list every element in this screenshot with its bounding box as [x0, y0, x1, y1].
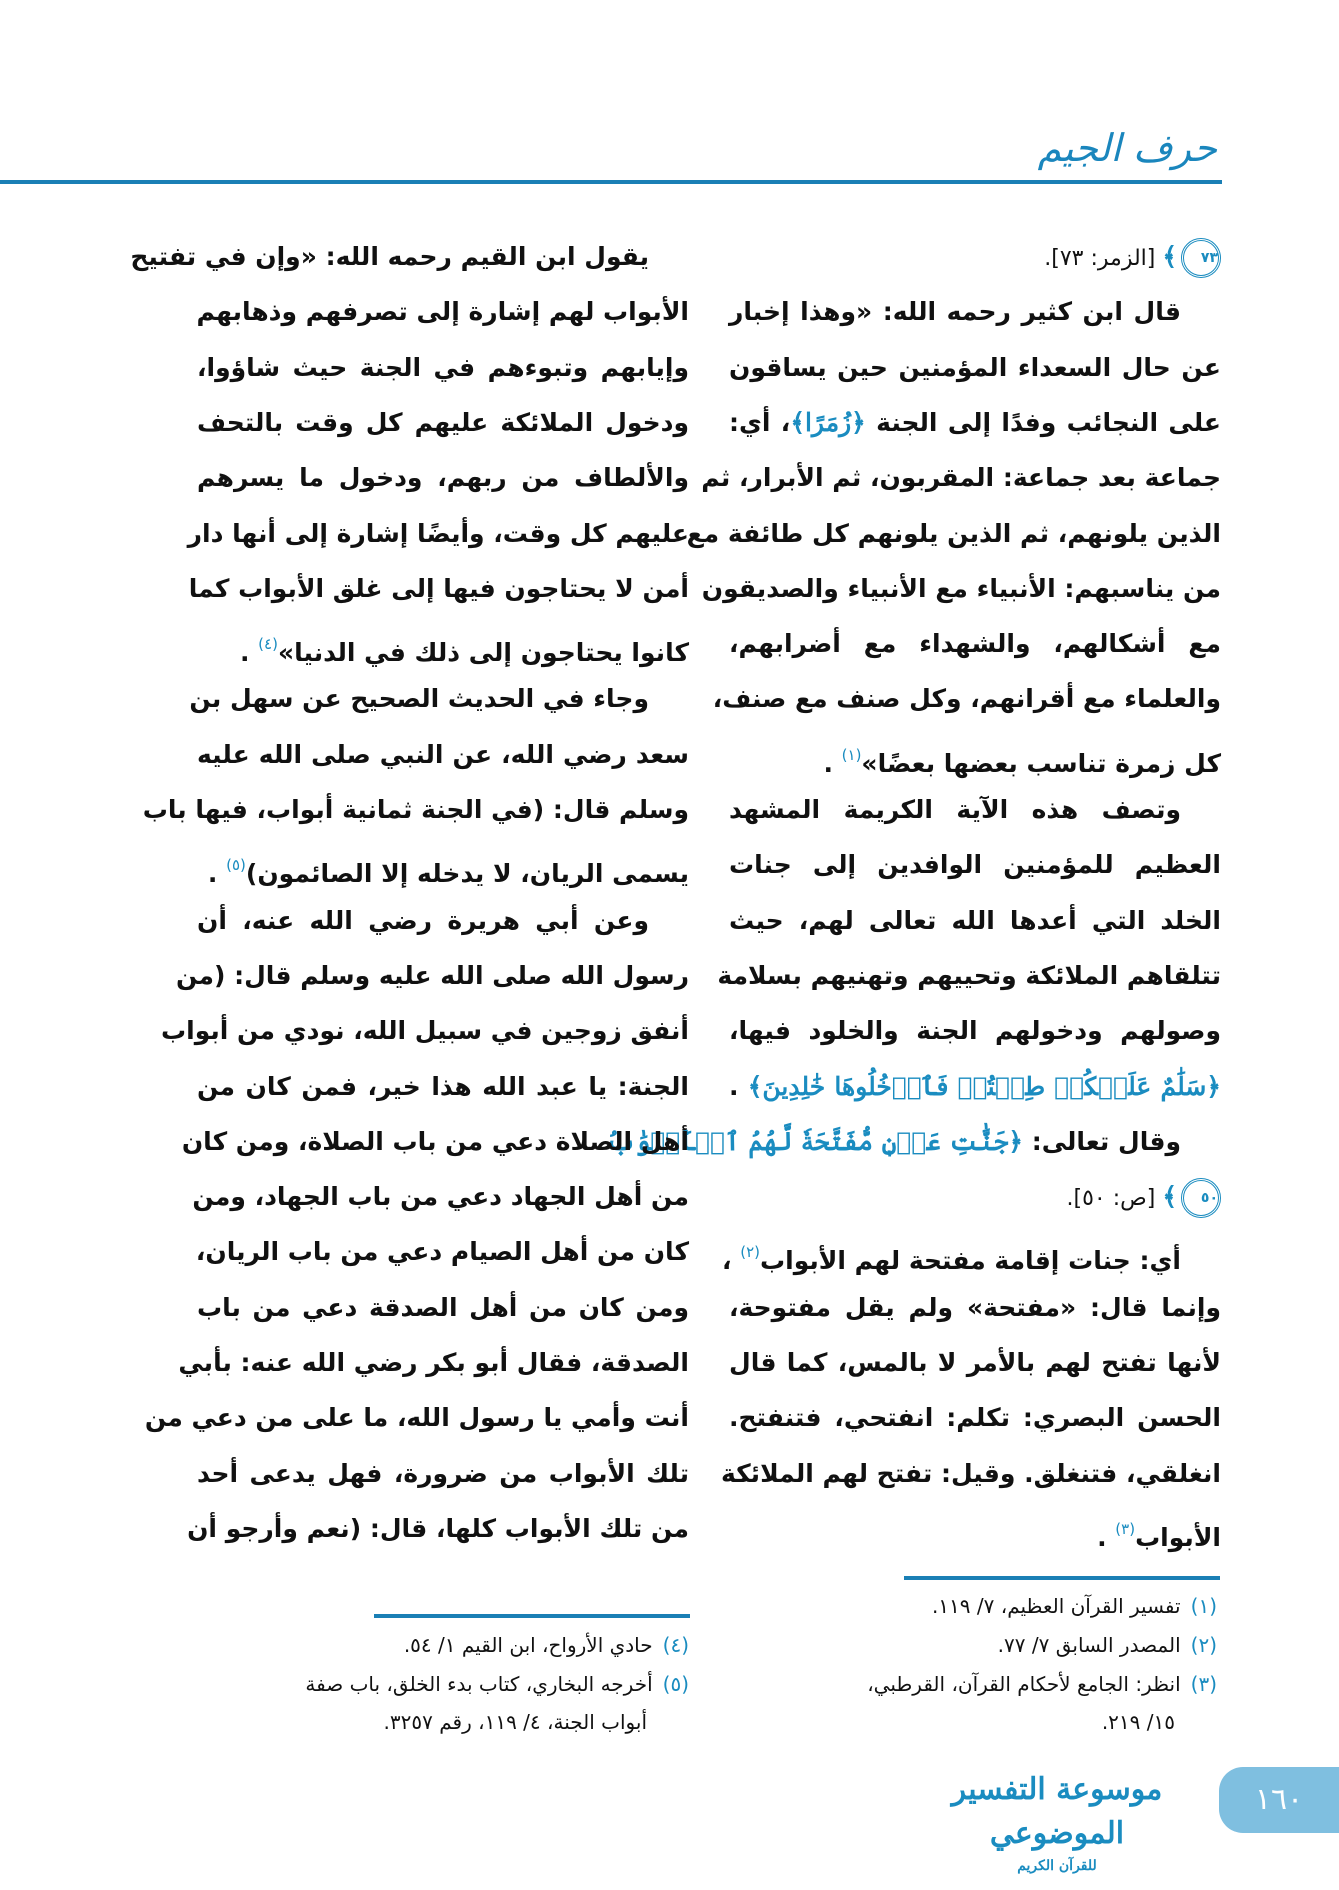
- text-line: [197, 1227, 689, 1277]
- quran-verse: ﴿جَنَّٰتِ عَدۡنٖ مُّفَتَّحَةٗ لَّهُمُ ٱلۡأَبۡوَٰبُ: [606, 1126, 1024, 1156]
- text-line: [701, 564, 1221, 614]
- body-text: ، أي:: [729, 407, 791, 437]
- text-line: [729, 1172, 1221, 1222]
- footnote: [867, 1665, 1217, 1741]
- text-line: [606, 1117, 1221, 1167]
- text-line: [729, 1283, 1221, 1333]
- text-line: [729, 619, 1221, 669]
- body-text: سعد رضي الله، عن النبي صلى الله عليه: [197, 739, 689, 769]
- verse-reference: [الزمر: ٧٣].: [1044, 246, 1163, 271]
- text-line: [178, 1338, 689, 1388]
- body-text: ومن كان من أهل الصدقة دعي من باب: [197, 1292, 689, 1322]
- footnote-number: (٤): [662, 1633, 689, 1657]
- verse-bracket-icon: ﴾: [1162, 242, 1177, 271]
- body-text: الأبواب لهم إشارة إلى تصرفهم وذهابهم: [196, 297, 689, 327]
- body-text: يقول ابن القيم رحمه الله: «وإن في تفتيح: [130, 242, 649, 271]
- text-line: [197, 1449, 689, 1499]
- footnote: [373, 1626, 689, 1664]
- body-text: .: [823, 748, 842, 778]
- footnote-text: تفسير القرآن العظيم، ٧/ ١١٩.: [931, 1594, 1181, 1618]
- body-text: لأنها تفتح لهم بالأمر لا بالمس، كما قال: [729, 1348, 1221, 1377]
- body-text: كانوا يحتاجون إلى ذلك في الدنيا»: [277, 638, 689, 668]
- text-line: [197, 1062, 689, 1112]
- footnote-text-continued: ١٥/ ٢١٩.: [1101, 1710, 1175, 1734]
- text-line: [188, 564, 689, 614]
- body-text: من تلك الأبواب كلها، قال: (نعم وأرجو أن: [187, 1513, 689, 1543]
- body-text: وسلم قال: (في الجنة ثمانية أبواب، فيها باب: [142, 795, 689, 824]
- text-line: [197, 840, 689, 890]
- body-text: وصولهم ودخولهم الجنة والخلود فيها،: [729, 1016, 1221, 1046]
- encyclopedia-logo: [934, 1768, 1180, 1874]
- body-text: العظيم للمؤمنين الوافدين إلى جنات: [729, 850, 1221, 880]
- body-text: وإيابهم وتبوءهم في الجنة حيث شاؤوا،: [197, 352, 689, 382]
- text-line: [729, 287, 1221, 337]
- body-text: يسمى الريان، لا يدخله إلا الصائمون): [245, 859, 689, 889]
- text-line: [197, 398, 689, 448]
- body-text: مع أشكالهم، والشهداء مع أضرابهم،: [729, 629, 1221, 659]
- text-line: [161, 1006, 689, 1056]
- body-text: كان من أهل الصيام دعي من باب الريان،: [195, 1237, 689, 1267]
- body-text: وإنما قال: «مفتحة» ولم يقل مفتوحة،: [729, 1292, 1221, 1322]
- body-text: وقال تعالى:: [1023, 1126, 1181, 1156]
- text-line: [712, 674, 1221, 724]
- text-line: [729, 896, 1221, 946]
- body-text: الذين يلونهم، ثم الذين يلونهم كل طائفة مع: [686, 518, 1221, 548]
- ayah-number-icon: ٥٠: [1181, 1178, 1221, 1218]
- body-text: ودخول الملائكة عليهم كل وقت بالتحف: [197, 407, 689, 437]
- footnote-number: (١): [1190, 1594, 1217, 1618]
- text-line: [722, 1227, 1221, 1277]
- page-number: ١٦٠: [1219, 1767, 1339, 1833]
- logo-subtitle: للقرآن الكريم: [1017, 1858, 1097, 1874]
- text-line: [717, 951, 1221, 1001]
- footnote-ref: (٥): [226, 856, 246, 875]
- quran-verse: ﴿زُمَرًا﴾: [790, 407, 866, 437]
- text-line: [686, 509, 1221, 559]
- body-text: عليهم كل وقت، وأيضًا إشارة إلى أنها دار: [187, 518, 689, 548]
- text-line: [130, 232, 689, 282]
- body-text: وعن أبي هريرة رضي الله عنه، أن: [197, 905, 649, 935]
- text-line: [197, 619, 689, 669]
- body-text: كل زمرة تناسب بعضها بعضًا»: [861, 748, 1221, 778]
- text-line: [189, 674, 689, 724]
- body-text: تلك الأبواب من ضرورة، فهل يدعى أحد: [197, 1458, 689, 1488]
- text-line: [175, 951, 689, 1001]
- footnote-number: (٥): [662, 1672, 689, 1696]
- footnote-text: المصدر السابق ٧/ ٧٧.: [997, 1633, 1181, 1657]
- footnote-ref: (٣): [1115, 1519, 1136, 1538]
- body-text: على النجائب وفدًا إلى الجنة: [865, 407, 1221, 437]
- body-text: جماعة بعد جماعة: المقربون، ثم الأبرار، ثم: [701, 463, 1221, 493]
- body-text: أهل الصلاة دعي من باب الصلاة، ومن كان: [181, 1126, 689, 1156]
- footnote: [903, 1626, 1217, 1664]
- footnote-text: حادي الأرواح، ابن القيم ١/ ٥٤.: [403, 1633, 653, 1657]
- verse-bracket-icon: ﴾: [1162, 1182, 1177, 1212]
- header-title: حرف الجيم: [1037, 126, 1217, 170]
- logo-title: موسوعة التفسير الموضوعي: [951, 1772, 1163, 1851]
- body-text: والعلماء مع أقرانهم، وكل صنف مع صنف،: [712, 684, 1221, 714]
- body-text: رسول الله صلى الله عليه وسلم قال: (من: [175, 960, 689, 990]
- footnote: [903, 1587, 1217, 1625]
- body-text: عن حال السعداء المؤمنين حين يساقون: [729, 352, 1221, 382]
- body-text: ،: [722, 1246, 741, 1276]
- text-line: [720, 1449, 1221, 1499]
- text-line: [192, 1172, 689, 1222]
- footnote-ref: (١): [841, 745, 862, 764]
- text-line: [187, 509, 689, 559]
- text-line: [729, 1504, 1221, 1554]
- body-text: .: [207, 859, 227, 889]
- text-line: [729, 1393, 1221, 1443]
- body-text: أي: جنات إقامة مفتحة لهم الأبواب: [760, 1246, 1181, 1276]
- footnote: [305, 1665, 689, 1741]
- footnote-ref: (٤): [258, 635, 278, 654]
- body-text: أمن لا يحتاجون فيها إلى غلق الأبواب كما: [188, 573, 689, 603]
- footnote-number: (٢): [1190, 1633, 1217, 1657]
- body-text: أنت وأمي يا رسول الله، ما على من دعي من: [144, 1403, 689, 1433]
- text-line: [701, 453, 1221, 503]
- text-line: [187, 1504, 689, 1554]
- text-line: [142, 785, 689, 835]
- body-text: وجاء في الحديث الصحيح عن سهل بن: [189, 684, 649, 714]
- text-line: [144, 1393, 689, 1443]
- body-text: من أهل الجهاد دعي من باب الجهاد، ومن: [192, 1182, 689, 1212]
- footnote-divider-right: [904, 1576, 1220, 1580]
- text-line: [729, 398, 1221, 448]
- text-line: [197, 730, 689, 780]
- body-text: الخلد التي أعدها الله تعالى لهم، حيث: [729, 905, 1221, 935]
- text-line: [729, 1062, 1221, 1112]
- body-text: .: [729, 1071, 748, 1101]
- body-text: وتصف هذه الآية الكريمة المشهد: [729, 795, 1181, 824]
- text-line: [197, 453, 689, 503]
- verse-reference: [ص: ٥٠].: [1066, 1186, 1163, 1212]
- footnote-number: (٣): [1190, 1672, 1217, 1696]
- text-line: [197, 1283, 689, 1333]
- ayah-number-icon: ٧٣: [1181, 238, 1221, 278]
- text-line: [729, 840, 1221, 890]
- body-text: تتلقاهم الملائكة وتحييهم وتهنيهم بسلامة: [717, 960, 1221, 990]
- footnote-text: أخرجه البخاري، كتاب بدء الخلق، باب صفة: [305, 1672, 653, 1696]
- body-text: الجنة: يا عبد الله هذا خير، فمن كان من: [197, 1071, 689, 1101]
- body-text: والألطاف من ربهم، ودخول ما يسرهم: [197, 463, 689, 493]
- footnote-text-continued: أبواب الجنة، ٤/ ١١٩، رقم ٣٢٥٧.: [383, 1710, 647, 1734]
- text-line: [729, 1006, 1221, 1056]
- text-line: [729, 1338, 1221, 1388]
- text-line: [181, 1117, 689, 1167]
- body-text: الأبواب: [1135, 1522, 1221, 1552]
- body-text: الصدقة، فقال أبو بكر رضي الله عنه: بأبي: [178, 1348, 689, 1377]
- footnote-divider-left: [374, 1614, 690, 1618]
- text-line: [197, 287, 689, 337]
- header-rule: [0, 180, 1222, 184]
- footnote-text: انظر: الجامع لأحكام القرآن، القرطبي،: [867, 1672, 1181, 1696]
- text-line: [729, 785, 1221, 835]
- quran-verse: ﴿سَلَٰمٌ عَلَيۡكُمۡ طِبۡتُمۡ فَٱدۡخُلُوهَا خَٰلِدِينَ﴾: [747, 1071, 1222, 1101]
- body-text: .: [239, 638, 259, 668]
- footnote-ref: (٢): [740, 1243, 761, 1262]
- body-text: أنفق زوجين في سبيل الله، نودي من أبواب: [161, 1016, 689, 1046]
- body-text: .: [1097, 1522, 1116, 1552]
- text-line: [729, 730, 1221, 780]
- body-text: قال ابن كثير رحمه الله: «وهذا إخبار: [729, 297, 1181, 327]
- text-line: [197, 343, 689, 393]
- body-text: انغلقي، فتنغلق. وقيل: تفتح لهم الملائكة: [720, 1458, 1221, 1488]
- text-line: [729, 343, 1221, 393]
- text-line: [197, 896, 689, 946]
- body-text: من يناسبهم: الأنبياء مع الأنبياء والصديقون: [701, 573, 1221, 603]
- body-text: الحسن البصري: تكلم: انفتحي، فتنفتح.: [729, 1403, 1221, 1433]
- text-line: [729, 232, 1221, 282]
